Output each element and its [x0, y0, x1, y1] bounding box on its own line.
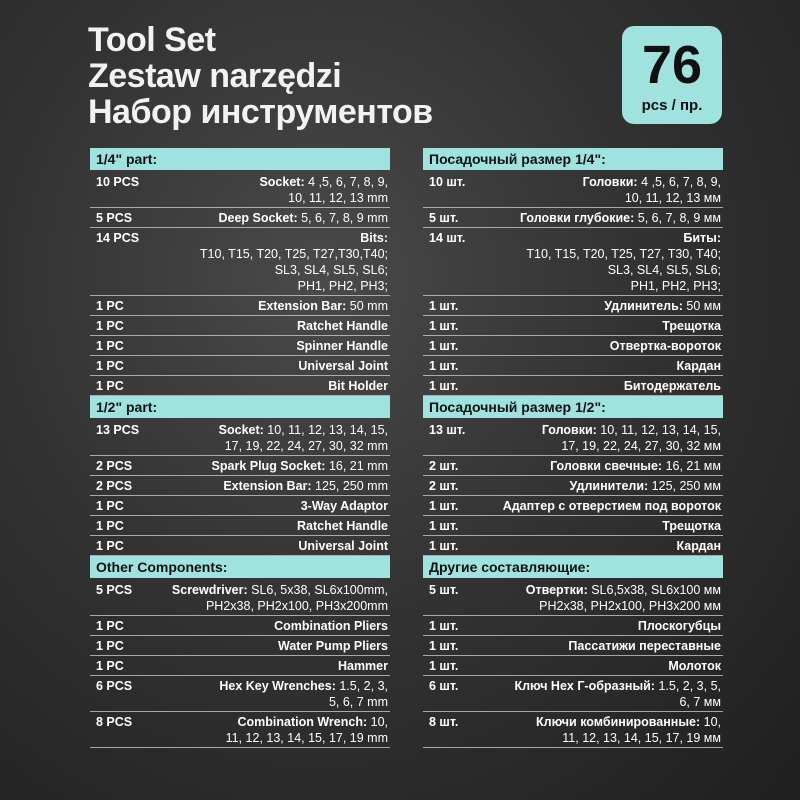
item-name: Биты:	[683, 231, 721, 245]
item-name: Hammer	[337, 659, 388, 673]
item-description	[160, 358, 390, 374]
item-description	[493, 458, 723, 474]
item-spec-continued: PH2x38, PH2x100, PH3x200 мм	[539, 599, 721, 613]
item-line	[493, 378, 721, 394]
item-line	[493, 338, 721, 354]
item-quantity: 14 PCS	[96, 231, 140, 245]
item-spec-continued: 5, 6, 7 mm	[328, 695, 388, 709]
item-quantity: 5 PCS	[96, 211, 133, 225]
item-description	[160, 618, 390, 634]
item-quantity: 1 шт.	[429, 539, 459, 553]
item-quantity: 13 шт.	[429, 423, 466, 437]
item-spec: SL6,5x38, SL6x100 мм	[587, 583, 721, 597]
item-row	[423, 420, 723, 456]
item-spec-continued: 6, 7 мм	[679, 695, 721, 709]
item-row	[90, 676, 390, 712]
item-quantity: 5 PCS	[96, 583, 133, 597]
item-row	[90, 616, 390, 636]
item-line	[493, 678, 721, 694]
item-row	[90, 712, 390, 748]
item-row	[423, 316, 723, 336]
item-quantity: 1 шт.	[429, 359, 459, 373]
item-description	[493, 338, 723, 354]
item-row	[90, 476, 390, 496]
item-spec: 5, 6, 7, 8, 9 mm	[297, 211, 388, 225]
item-name: Головки глубокие:	[519, 211, 635, 225]
item-description	[493, 658, 723, 674]
item-quantity: 1 PC	[96, 319, 124, 333]
item-line	[493, 298, 721, 314]
item-description	[493, 538, 723, 554]
title-russian: Набор инструментов	[88, 93, 433, 131]
item-row	[423, 172, 723, 208]
item-quantity: 6 PCS	[96, 679, 133, 693]
item-line	[493, 658, 721, 674]
item-spec: 125, 250 mm	[311, 479, 388, 493]
item-name: Кардан	[676, 539, 721, 553]
item-quantity: 1 шт.	[429, 499, 459, 513]
item-quantity: 1 PC	[96, 299, 124, 313]
item-spec: 16, 21 мм	[662, 459, 721, 473]
item-quantity: 1 шт.	[429, 379, 459, 393]
item-row	[90, 208, 390, 228]
item-name: Головки:	[582, 175, 638, 189]
item-line	[160, 174, 388, 190]
item-row	[423, 376, 723, 396]
item-spec: 10, 11, 12, 13, 14, 15,	[596, 423, 721, 437]
item-spec-continued: SL3, SL4, SL5, SL6;	[607, 263, 721, 277]
item-line	[160, 422, 388, 438]
item-row	[90, 420, 390, 456]
item-line	[493, 518, 721, 534]
item-spec-continued: 10, 11, 12, 13 мм	[624, 191, 721, 205]
item-description	[160, 582, 390, 614]
item-description	[493, 358, 723, 374]
item-spec: 1.5, 2, 3,	[335, 679, 388, 693]
item-quantity: 1 PC	[96, 359, 124, 373]
item-description	[493, 518, 723, 534]
item-spec-continued: 17, 19, 22, 24, 27, 30, 32 мм	[561, 439, 721, 453]
item-name: Кардан	[676, 359, 721, 373]
item-spec-continued: PH1, PH2, PH3;	[630, 279, 721, 293]
item-line	[493, 582, 721, 598]
item-line	[160, 582, 388, 598]
item-spec-continued: 17, 19, 22, 24, 27, 30, 32 mm	[224, 439, 388, 453]
item-description	[160, 498, 390, 514]
item-name: Адаптер с отверстием под вороток	[502, 499, 721, 513]
item-line	[160, 458, 388, 474]
item-quantity: 1 PC	[96, 539, 124, 553]
item-quantity: 1 PC	[96, 379, 124, 393]
item-quantity: 1 шт.	[429, 639, 459, 653]
item-description	[493, 298, 723, 314]
item-row	[90, 228, 390, 296]
item-line	[493, 538, 721, 554]
item-name: Water Pump Pliers	[278, 639, 388, 653]
item-description	[493, 230, 723, 294]
item-name: Отвертки:	[525, 583, 588, 597]
section-header: 1/2" part:	[90, 396, 390, 418]
item-name: Головки:	[541, 423, 597, 437]
item-description	[160, 678, 390, 710]
item-row	[90, 456, 390, 476]
item-description	[160, 422, 390, 454]
title-polish: Zestaw narzędzi	[88, 57, 342, 95]
item-spec: 10,	[700, 715, 721, 729]
item-line	[160, 518, 388, 534]
item-name: Плоскогубцы	[637, 619, 721, 633]
item-quantity: 1 шт.	[429, 319, 459, 333]
item-row	[423, 516, 723, 536]
item-row	[90, 336, 390, 356]
item-quantity: 10 PCS	[96, 175, 140, 189]
item-quantity: 1 PC	[96, 339, 124, 353]
item-description	[493, 422, 723, 454]
item-name: Головки свечные:	[550, 459, 663, 473]
item-quantity: 2 шт.	[429, 479, 459, 493]
item-spec: 1.5, 2, 3, 5,	[654, 679, 721, 693]
item-name: Ключ Hex Г-образный:	[514, 679, 655, 693]
item-spec-continued: T10, T15, T20, T25, T27, T30, T40;	[526, 247, 721, 261]
item-line	[493, 498, 721, 514]
item-quantity: 1 шт.	[429, 619, 459, 633]
item-line	[160, 638, 388, 654]
item-quantity: 2 PCS	[96, 479, 133, 493]
item-row	[423, 580, 723, 616]
item-name: Combination Wrench:	[237, 715, 368, 729]
item-quantity: 6 шт.	[429, 679, 459, 693]
item-quantity: 10 шт.	[429, 175, 466, 189]
item-row	[90, 376, 390, 396]
item-spec: 10, 11, 12, 13, 14, 15,	[263, 423, 388, 437]
item-line	[160, 538, 388, 554]
item-name: Deep Socket:	[218, 211, 298, 225]
item-row	[90, 172, 390, 208]
item-quantity: 8 шт.	[429, 715, 459, 729]
item-row	[90, 580, 390, 616]
item-description	[160, 658, 390, 674]
item-description	[493, 478, 723, 494]
item-quantity: 13 PCS	[96, 423, 140, 437]
item-quantity: 5 шт.	[429, 211, 459, 225]
item-name: Extension Bar:	[258, 299, 347, 313]
russian-column	[423, 148, 723, 748]
item-name: Socket:	[259, 175, 305, 189]
item-line	[160, 658, 388, 674]
item-description	[160, 338, 390, 354]
item-row	[423, 476, 723, 496]
item-line	[160, 210, 388, 226]
item-name: Screwdriver:	[171, 583, 248, 597]
item-description	[160, 318, 390, 334]
item-description	[160, 638, 390, 654]
section-header: 1/4" part:	[90, 148, 390, 170]
item-row	[423, 496, 723, 516]
item-line	[160, 498, 388, 514]
item-row	[90, 516, 390, 536]
item-description	[493, 174, 723, 206]
item-description	[160, 478, 390, 494]
item-description	[160, 230, 390, 294]
item-line	[160, 378, 388, 394]
item-name: Молоток	[668, 659, 721, 673]
item-name: Ratchet Handle	[297, 319, 388, 333]
item-spec-continued: 10, 11, 12, 13 mm	[288, 191, 388, 205]
item-quantity: 1 PC	[96, 659, 124, 673]
item-name: Bit Holder	[328, 379, 388, 393]
piece-count: 76	[641, 35, 703, 95]
item-row	[90, 356, 390, 376]
item-name: Spark Plug Socket:	[211, 459, 326, 473]
item-description	[160, 298, 390, 314]
item-quantity: 2 шт.	[429, 459, 459, 473]
item-row	[423, 228, 723, 296]
item-line	[493, 358, 721, 374]
item-row	[423, 656, 723, 676]
item-name: Пассатижи переставные	[568, 639, 721, 653]
item-description	[160, 538, 390, 554]
item-name: Трещотка	[662, 319, 721, 333]
item-row	[90, 636, 390, 656]
item-name: Combination Pliers	[274, 619, 388, 633]
item-name: Bits:	[360, 231, 388, 245]
item-line	[160, 714, 388, 730]
item-line	[493, 318, 721, 334]
item-description	[160, 518, 390, 534]
item-line	[493, 478, 721, 494]
item-row	[423, 208, 723, 228]
title-block	[88, 22, 433, 130]
item-name: Ключи комбинированные:	[536, 715, 701, 729]
item-quantity: 1 шт.	[429, 299, 459, 313]
item-spec-continued: 11, 12, 13, 14, 15, 17, 19 mm	[225, 731, 388, 745]
item-description	[160, 714, 390, 746]
item-line	[493, 174, 721, 190]
english-column	[90, 148, 390, 748]
item-line	[160, 478, 388, 494]
item-name: Битодержатель	[623, 379, 721, 393]
item-spec-continued: PH2x38, PH2x100, PH3x200mm	[205, 599, 388, 613]
item-spec: 5, 6, 7, 8, 9 мм	[634, 211, 721, 225]
item-row	[423, 676, 723, 712]
item-quantity: 2 PCS	[96, 459, 133, 473]
item-spec-continued: 11, 12, 13, 14, 15, 17, 19 мм	[562, 731, 721, 745]
item-name: Universal Joint	[298, 359, 388, 373]
item-spec: 125, 250 мм	[648, 479, 721, 493]
item-row	[90, 656, 390, 676]
item-row	[90, 536, 390, 556]
item-spec-continued: PH1, PH2, PH3;	[297, 279, 388, 293]
item-description	[493, 678, 723, 710]
item-line	[160, 618, 388, 634]
item-quantity: 1 PC	[96, 619, 124, 633]
item-line	[160, 678, 388, 694]
item-description	[160, 458, 390, 474]
item-description	[493, 378, 723, 394]
section-header: Посадочный размер 1/4":	[423, 148, 723, 170]
item-name: 3-Way Adaptor	[300, 499, 388, 513]
item-quantity: 5 шт.	[429, 583, 459, 597]
item-name: Spinner Handle	[296, 339, 388, 353]
item-spec: 4 ,5, 6, 7, 8, 9,	[304, 175, 388, 189]
item-row	[423, 536, 723, 556]
item-description	[493, 638, 723, 654]
item-row	[423, 616, 723, 636]
item-spec: 50 мм	[682, 299, 721, 313]
piece-count-unit: pcs / пр.	[641, 97, 703, 114]
item-quantity: 1 шт.	[429, 659, 459, 673]
item-line	[493, 230, 721, 246]
item-description	[493, 498, 723, 514]
item-quantity: 14 шт.	[429, 231, 466, 245]
item-name: Extension Bar:	[223, 479, 312, 493]
item-name: Трещотка	[662, 519, 721, 533]
item-spec-continued: T10, T15, T20, T25, T27,T30,T40;	[199, 247, 388, 261]
item-line	[160, 338, 388, 354]
item-spec: 50 mm	[346, 299, 388, 313]
item-row	[90, 316, 390, 336]
item-spec: 10,	[367, 715, 388, 729]
item-description	[493, 318, 723, 334]
item-row	[90, 296, 390, 316]
item-row	[423, 456, 723, 476]
item-description	[493, 618, 723, 634]
item-quantity: 1 PC	[96, 639, 124, 653]
item-line	[160, 298, 388, 314]
item-line	[493, 458, 721, 474]
title-english: Tool Set	[88, 21, 216, 59]
item-name: Удлинитель:	[604, 299, 683, 313]
piece-count-badge	[622, 26, 722, 124]
item-line	[493, 422, 721, 438]
item-spec: 16, 21 mm	[325, 459, 388, 473]
item-line	[493, 618, 721, 634]
item-name: Socket:	[218, 423, 264, 437]
item-name: Ratchet Handle	[297, 519, 388, 533]
item-quantity: 1 PC	[96, 499, 124, 513]
item-line	[493, 714, 721, 730]
item-spec: SL6, 5x38, SL6x100mm,	[247, 583, 388, 597]
item-row	[423, 296, 723, 316]
item-spec: 4 ,5, 6, 7, 8, 9,	[637, 175, 721, 189]
item-line	[160, 358, 388, 374]
item-row	[423, 356, 723, 376]
item-name: Удлинители:	[569, 479, 649, 493]
item-row	[423, 712, 723, 748]
item-description	[160, 210, 390, 226]
item-quantity: 1 шт.	[429, 519, 459, 533]
item-row	[423, 336, 723, 356]
item-name: Hex Key Wrenches:	[219, 679, 336, 693]
item-spec-continued: SL3, SL4, SL5, SL6;	[274, 263, 388, 277]
item-description	[493, 582, 723, 614]
item-quantity: 8 PCS	[96, 715, 133, 729]
item-quantity: 1 шт.	[429, 339, 459, 353]
item-description	[493, 210, 723, 226]
item-description	[160, 174, 390, 206]
item-name: Universal Joint	[298, 539, 388, 553]
section-header: Другие составляющие:	[423, 556, 723, 578]
item-row	[90, 496, 390, 516]
item-line	[160, 230, 388, 246]
item-description	[493, 714, 723, 746]
section-header: Посадочный размер 1/2":	[423, 396, 723, 418]
item-description	[160, 378, 390, 394]
item-line	[493, 210, 721, 226]
item-row	[423, 636, 723, 656]
section-header: Other Components:	[90, 556, 390, 578]
item-line	[493, 638, 721, 654]
item-name: Отвертка-вороток	[609, 339, 721, 353]
item-quantity: 1 PC	[96, 519, 124, 533]
item-line	[160, 318, 388, 334]
